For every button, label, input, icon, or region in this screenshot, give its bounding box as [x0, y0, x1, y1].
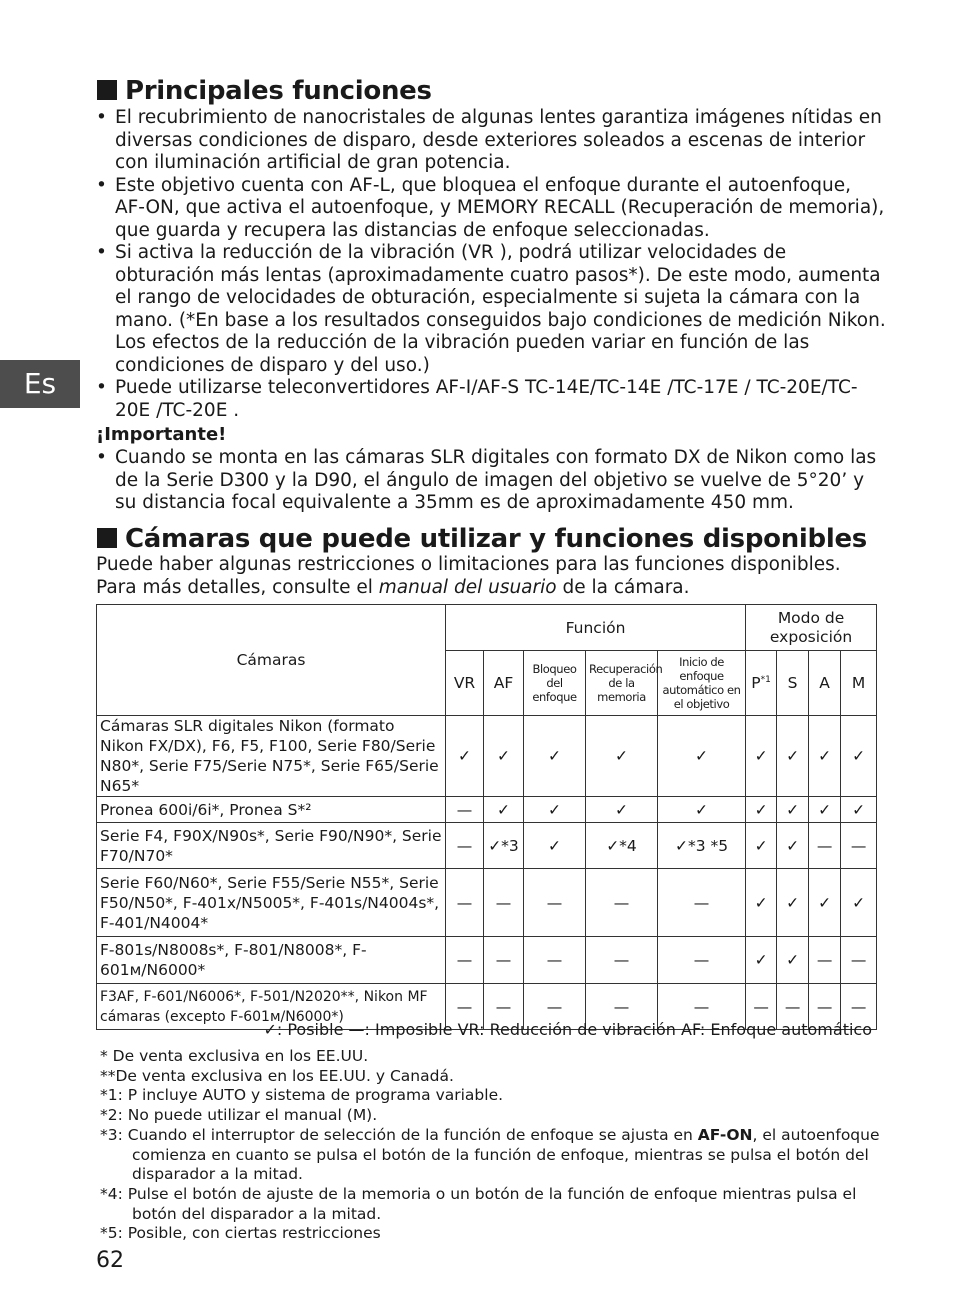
footnote: *5: Posible, con ciertas restricciones	[100, 1224, 381, 1243]
value-cell: —	[658, 869, 746, 937]
value-cell: ✓*3 *5	[658, 823, 746, 869]
value-cell: —	[809, 984, 841, 1030]
value-cell: ✓	[586, 716, 658, 797]
camera-cell: Serie F4, F90X/N90s*, Serie F90/N90*, Serie F70/N70*	[97, 823, 446, 869]
camera-cell: F-801s/N8008s*, F-801/N8008*, F-601м/N6000*	[97, 937, 446, 984]
footnotes	[100, 1047, 880, 1244]
value-cell: —	[446, 869, 484, 937]
value-cell: ✓	[777, 937, 809, 984]
value-cell: ✓	[841, 869, 877, 937]
value-cell: ✓	[809, 716, 841, 797]
value-cell: ✓*4	[586, 823, 658, 869]
value-cell: ✓	[841, 716, 877, 797]
value-cell: ✓	[446, 716, 484, 797]
camera-cell: Pronea 600i/6i*, Pronea S*²	[97, 797, 446, 823]
square-bullet-icon	[97, 80, 117, 100]
header-exposure-mode: Modo de exposición	[746, 605, 877, 651]
list-item: • Este objetivo cuenta con AF-L, que bloquea el enfoque durante el autoenfoque, AF-ON, que activa el autoenfoque, y MEMORY RECALL (Recuperación de memoria), que guarda y recupera las distancias de enfoque seleccionadas.	[96, 174, 885, 241]
value-cell: ✓	[809, 797, 841, 823]
value-cell: —	[446, 823, 484, 869]
footnote: **De venta exclusiva en los EE.UU. y Canadá.	[100, 1066, 454, 1085]
table-row	[97, 937, 877, 984]
value-cell: ✓	[524, 823, 586, 869]
square-bullet-icon	[97, 528, 117, 548]
value-cell: —	[446, 797, 484, 823]
value-cell: —	[524, 937, 586, 984]
value-cell: —	[446, 937, 484, 984]
value-cell: —	[524, 984, 586, 1030]
footnote: *2: No puede utilizar el manual (M).	[100, 1106, 378, 1125]
value-cell: ✓	[777, 869, 809, 937]
value-cell: —	[586, 869, 658, 937]
value-cell: —	[809, 823, 841, 869]
section-intro: Puede haber algunas restricciones o limitaciones para las funciones disponibles. Para más detalles, consulte el manual del usuario de la cámara.	[96, 554, 841, 598]
page-number: 62	[96, 1248, 124, 1273]
list-item: • Si activa la reducción de la vibración (VR ), podrá utilizar velocidades de obturación más lentas (aproximadamente cuatro pasos*). De este modo, aumenta el rango de velocidades de obturación, especialmente si sujeta la cámara con la mano. (*En base a los resultados conseguidos bajo condiciones de medición Nikon. Los efectos de la reducción de la vibración pueden variar en función de las condiciones de disparo y del uso.)	[96, 242, 886, 376]
section-title-cameras: Cámaras que puede utilizar y funciones disponibles	[97, 524, 867, 554]
list-item: • El recubrimiento de nanocristales de algunas lentes garantiza imágenes nítidas en diversas condiciones de disparo, desde exteriores soleados a escenas de interior con iluminación artificial de gran potencia.	[96, 107, 882, 173]
language-tab: Es	[0, 360, 80, 408]
camera-cell: Cámaras SLR digitales Nikon (formato Nikon FX/DX), F6, F5, F100, Serie F80/Serie N80*, Serie F75/Serie N75*, Serie F65/Serie N65*	[97, 716, 446, 797]
value-cell: ✓	[524, 716, 586, 797]
value-cell: ✓	[777, 797, 809, 823]
value-cell: —	[841, 823, 877, 869]
value-cell: ✓	[746, 716, 777, 797]
value-cell: ✓	[777, 823, 809, 869]
value-cell: —	[484, 984, 524, 1030]
col-p: $P^{*1}$	[746, 651, 777, 716]
value-cell: —	[746, 984, 777, 1030]
value-cell: ✓*3	[484, 823, 524, 869]
value-cell: ✓	[658, 716, 746, 797]
col-s: S	[777, 651, 809, 716]
header-cameras: Cámaras	[97, 605, 446, 716]
value-cell: —	[841, 984, 877, 1030]
value-cell: ✓	[841, 797, 877, 823]
camera-cell: Serie F60/N60*, Serie F55/Serie N55*, Serie F50/N50*, F-401x/N5005*, F-401s/N4004s*, F-401/N4004*	[97, 869, 446, 937]
value-cell: —	[524, 869, 586, 937]
value-cell: ✓	[484, 716, 524, 797]
value-cell: ✓	[746, 869, 777, 937]
col-vr: VR	[446, 651, 484, 716]
camera-cell: F3AF, F-601/N6006*, F-501/N2020**, Nikon MF cámaras (excepto F-601м/N6000*)	[97, 984, 446, 1030]
compatibility-table	[96, 604, 877, 1030]
value-cell: ✓	[777, 716, 809, 797]
value-cell: ✓	[746, 937, 777, 984]
value-cell: —	[484, 937, 524, 984]
col-af: AF	[484, 651, 524, 716]
value-cell: —	[658, 984, 746, 1030]
value-cell: —	[446, 984, 484, 1030]
col-memory-recall: Recuperación de la memoria	[586, 651, 658, 716]
important-label: ¡Importante!	[96, 424, 227, 445]
value-cell: —	[586, 937, 658, 984]
footnote: *1: P incluye AUTO y sistema de programa variable.	[100, 1086, 504, 1105]
value-cell: ✓	[524, 797, 586, 823]
value-cell: —	[586, 984, 658, 1030]
value-cell: —	[484, 869, 524, 937]
value-cell: ✓	[658, 797, 746, 823]
value-cell: ✓	[586, 797, 658, 823]
col-m: M	[841, 651, 877, 716]
table-legend: ✓: Posible —: Imposible VR: Reducción de vibración AF: Enfoque automático	[263, 1020, 872, 1039]
value-cell: —	[658, 937, 746, 984]
footnote: *4: Pulse el botón de ajuste de la memoria o un botón de la función de enfoque mientras pulsa el botón del disparador a la mitad.	[100, 1184, 857, 1223]
features-list	[96, 107, 886, 422]
value-cell: —	[809, 937, 841, 984]
col-focus-lock: Bloqueo del enfoque	[524, 651, 586, 716]
value-cell: —	[841, 937, 877, 984]
footnote: *3: Cuando el interruptor de selección de la función de enfoque se ajusta en AF-ON, el autoenfoque comienza en cuanto se pulsa el botón de la función de enfoque, mientras se pulsa el botón del disparador a la mitad.	[100, 1125, 880, 1184]
section-title-main-features: Principales funciones	[97, 76, 432, 106]
value-cell: ✓	[809, 869, 841, 937]
col-a: A	[809, 651, 841, 716]
value-cell: ✓	[484, 797, 524, 823]
list-item: • Puede utilizarse teleconvertidores AF-I/AF-S TC-14E/TC-14E /TC-17E / TC-20E/TC-20E /TC-20E .	[96, 377, 858, 421]
important-list	[96, 447, 886, 515]
table-row	[97, 823, 877, 869]
value-cell: ✓	[746, 797, 777, 823]
table-row	[97, 797, 877, 823]
col-af-start: Inicio de enfoque automático en el objetivo	[658, 651, 746, 716]
table-row	[97, 716, 877, 797]
value-cell: —	[777, 984, 809, 1030]
value-cell: ✓	[746, 823, 777, 869]
table-row	[97, 869, 877, 937]
header-function: Función	[446, 605, 746, 651]
footnote: * De venta exclusiva en los EE.UU.	[100, 1047, 369, 1065]
list-item: • Cuando se monta en las cámaras SLR digitales con formato DX de Nikon como las de la Serie D300 y la D90, el ángulo de imagen del objetivo se vuelve de 5°20’ y su distancia focal equivalente a 35mm es de aproximadamente 450 mm.	[96, 447, 877, 513]
